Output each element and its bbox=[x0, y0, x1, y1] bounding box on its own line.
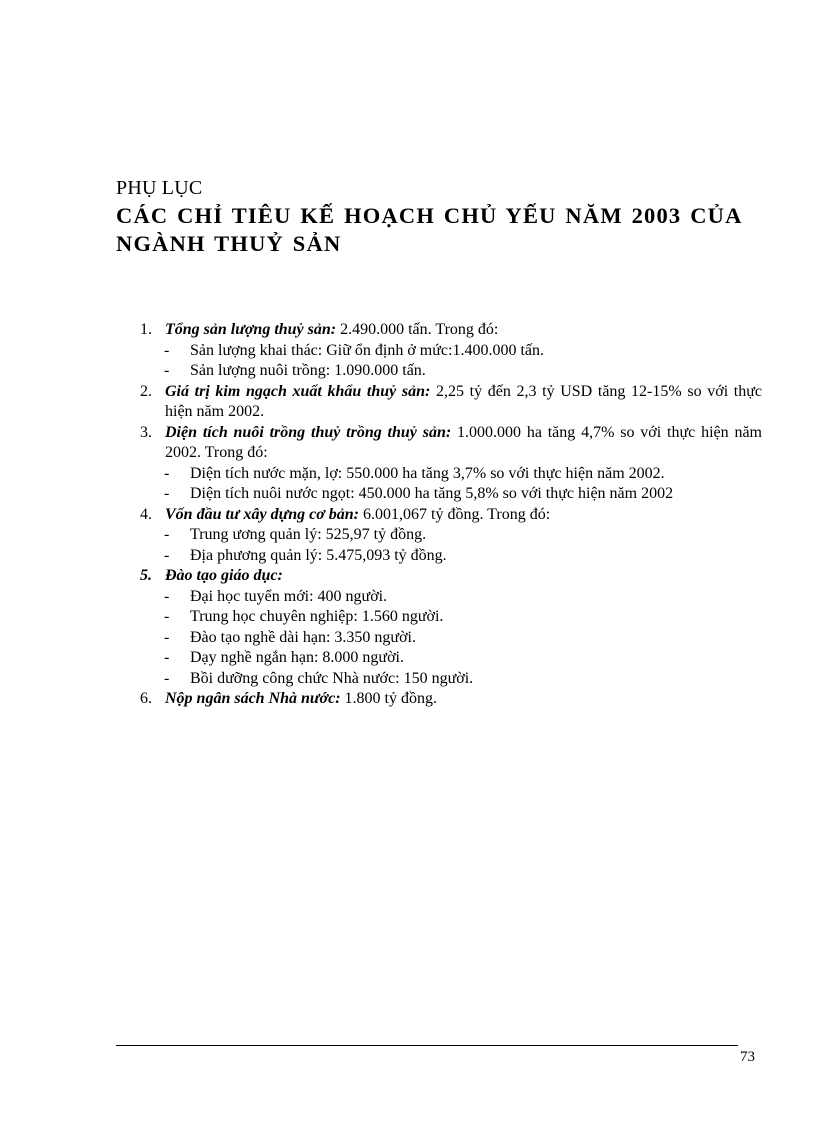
sub-item: - Bồi dưỡng công chức Nhà nước: 150 người. bbox=[140, 669, 762, 690]
list-item-6 bbox=[140, 689, 762, 710]
list-item-4 bbox=[140, 505, 762, 526]
plan-list bbox=[140, 320, 762, 710]
sub-item: - Diện tích nuôi nước ngọt: 450.000 ha tăng 5,8% so với thực hiện năm 2002 bbox=[140, 484, 762, 505]
sub-item: - Sản lượng nuôi trồng: 1.090.000 tấn. bbox=[140, 361, 762, 382]
appendix-label: PHỤ LỤC bbox=[116, 177, 203, 199]
item-lead: Giá trị kim ngạch xuất khẩu thuỷ sản: bbox=[165, 382, 431, 400]
list-item-5 bbox=[140, 566, 762, 587]
sub-list-4 bbox=[140, 525, 762, 566]
sub-list-1 bbox=[140, 341, 762, 382]
list-item-2 bbox=[140, 382, 762, 423]
list-item-3 bbox=[140, 423, 762, 464]
item-number: 6. bbox=[140, 690, 152, 707]
sub-item: - Sản lượng khai thác: Giữ ổn định ở mức:1.400.000 tấn. bbox=[140, 341, 762, 362]
dash-bullet: - bbox=[164, 341, 170, 359]
sub-item: - Trung học chuyên nghiệp: 1.560 người. bbox=[140, 607, 762, 628]
dash-bullet: - bbox=[164, 485, 170, 502]
sub-item: - Địa phương quản lý: 5.475,093 tỷ đồng. bbox=[140, 546, 762, 567]
item-number: 5. bbox=[140, 567, 152, 584]
dash-bullet: - bbox=[164, 546, 170, 564]
item-lead: Diện tích nuôi trồng thuỷ trồng thuỷ sản: bbox=[165, 423, 452, 441]
item-text: 2,25 tỷ đến 2,3 tỷ USD tăng 12-15% so với thực hiện năm 2002. bbox=[165, 382, 762, 420]
sub-item: - Dạy nghề ngắn hạn: 8.000 người. bbox=[140, 648, 762, 669]
list-item-1 bbox=[140, 320, 762, 341]
sub-item: - Diện tích nước mặn, lợ: 550.000 ha tăng 3,7% so với thực hiện năm 2002. bbox=[140, 464, 762, 485]
item-text: 2.490.000 tấn. Trong đó: bbox=[336, 321, 499, 338]
item-text: 6.001,067 tỷ đồng. Trong đó: bbox=[359, 505, 551, 523]
item-lead: Đào tạo giáo dục: bbox=[165, 567, 283, 584]
item-text: 1.800 tỷ đồng. bbox=[340, 690, 437, 707]
item-text: 1.000.000 ha tăng 4,7% so với thực hiện năm 2002. Trong đó: bbox=[165, 423, 762, 461]
dash-bullet: - bbox=[164, 628, 170, 646]
item-lead: Vốn đầu tư xây dựng cơ bản: bbox=[165, 505, 359, 523]
page-number: 73 bbox=[740, 1049, 755, 1065]
item-number: 2. bbox=[140, 382, 152, 400]
page-title: CÁC CHỈ TIÊU KẾ HOẠCH CHỦ YẾU NĂM 2003 CỦA NGÀNH THUỶ SẢN bbox=[116, 203, 742, 256]
sub-item: - Trung ương quản lý: 525,97 tỷ đồng. bbox=[140, 525, 762, 546]
dash-bullet: - bbox=[164, 526, 170, 543]
item-number: 3. bbox=[140, 423, 152, 441]
item-lead: Nộp ngân sách Nhà nước: bbox=[165, 690, 341, 707]
sub-list-3 bbox=[140, 464, 762, 505]
sub-item: - Đào tạo nghề dài hạn: 3.350 người. bbox=[140, 628, 762, 649]
dash-bullet: - bbox=[164, 649, 170, 666]
sub-list-5 bbox=[140, 587, 762, 690]
item-lead: Tổng sản lượng thuỷ sản: bbox=[165, 321, 337, 338]
footer-divider bbox=[116, 1045, 738, 1046]
item-number: 4. bbox=[140, 505, 152, 523]
dash-bullet: - bbox=[164, 608, 170, 625]
item-number: 1. bbox=[140, 321, 152, 338]
dash-bullet: - bbox=[164, 669, 170, 687]
dash-bullet: - bbox=[164, 587, 170, 605]
dash-bullet: - bbox=[164, 362, 170, 379]
dash-bullet: - bbox=[164, 464, 170, 482]
sub-item: - Đại học tuyển mới: 400 người. bbox=[140, 587, 762, 608]
